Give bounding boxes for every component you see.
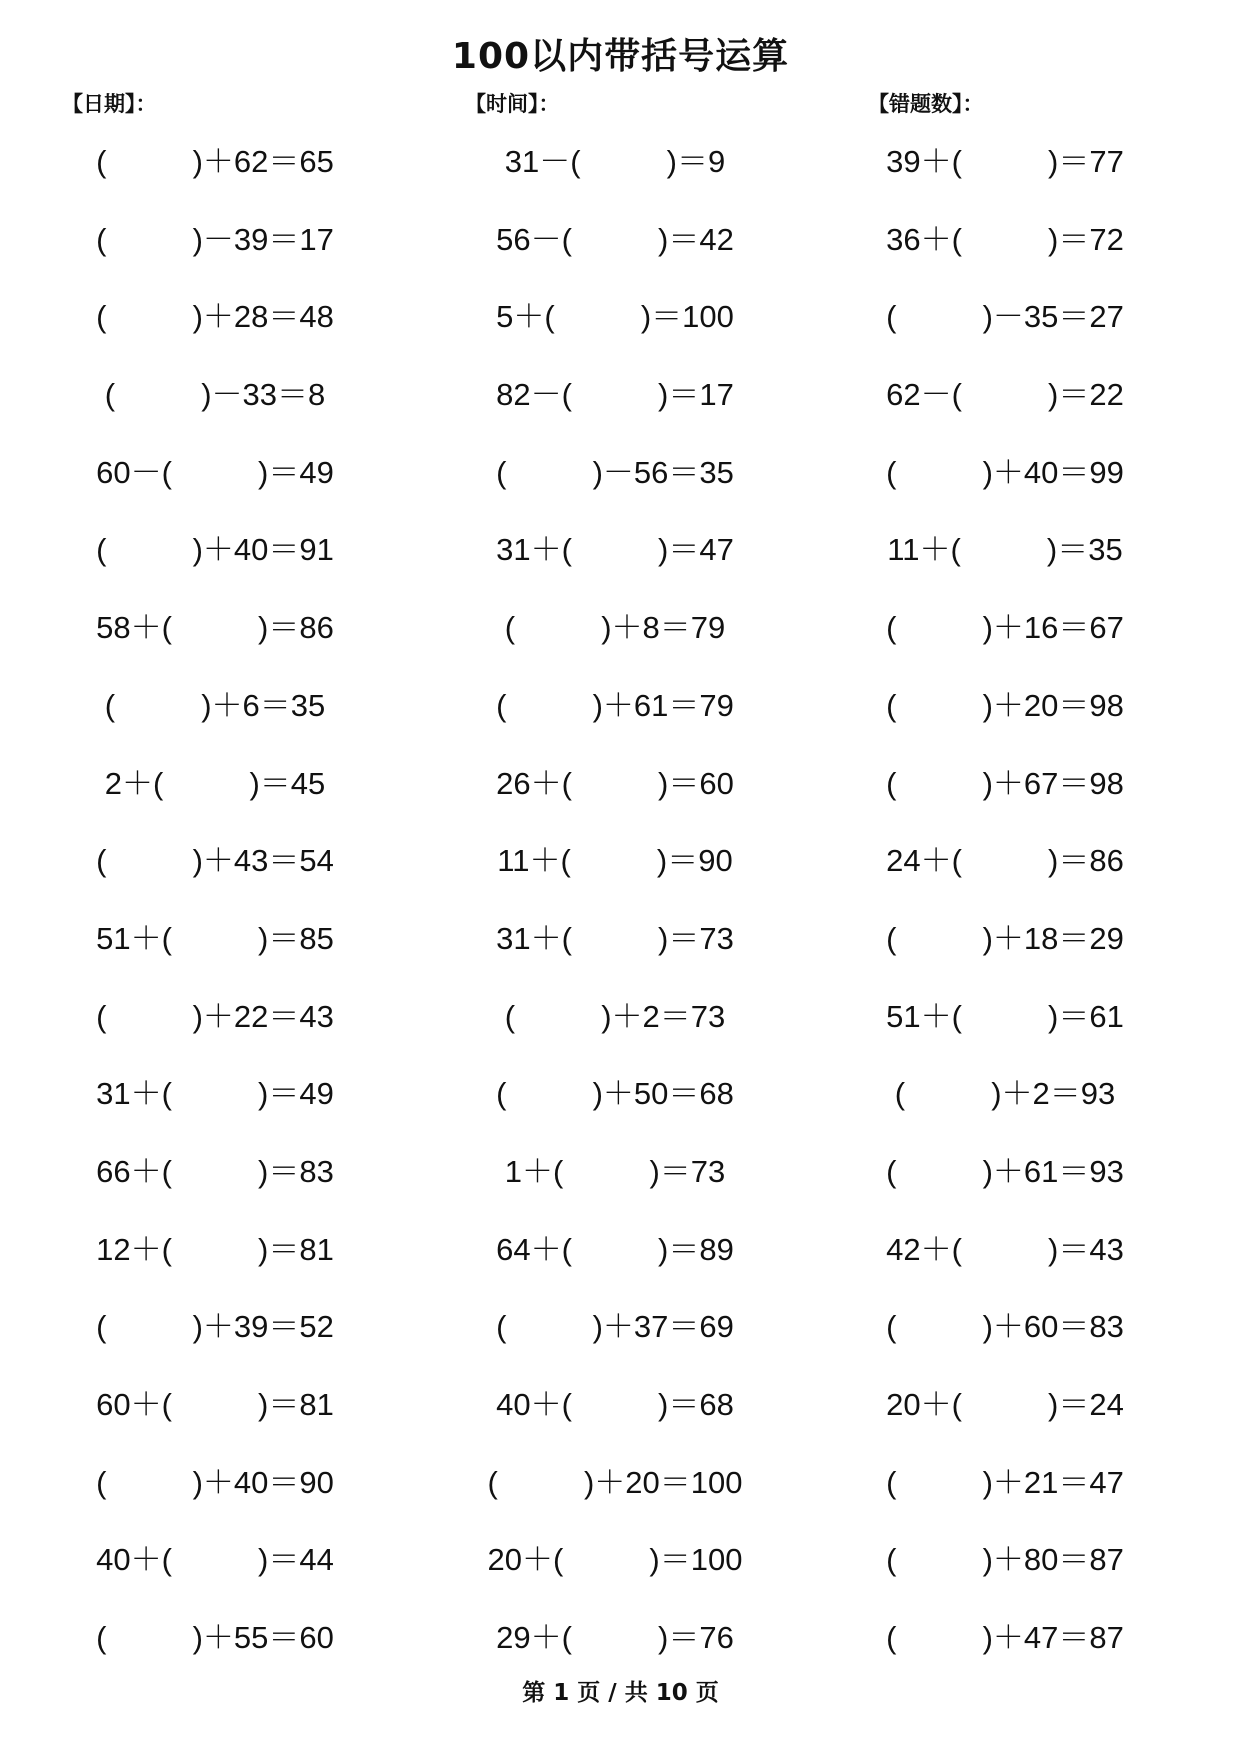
problem-row <box>0 429 1241 507</box>
math-problem: 40＋( )＝68 <box>496 1387 734 1422</box>
math-problem: 60－( )＝49 <box>96 454 334 490</box>
math-problem: ( )＋40＝91 <box>96 532 334 568</box>
math-problem: ( )＋18＝29 <box>886 920 1124 956</box>
problem-row <box>0 351 1241 429</box>
math-problem: 51＋( )＝85 <box>96 920 334 956</box>
math-problem: 29＋( )＝76 <box>496 1620 734 1656</box>
math-problem: ( )＋28＝48 <box>96 299 334 335</box>
math-problem: 11＋( )＝35 <box>887 532 1123 568</box>
math-problem: 66＋( )＝83 <box>96 1153 334 1189</box>
math-problem: 58＋( )＝86 <box>96 610 334 646</box>
problem-row <box>0 740 1241 818</box>
math-problem: ( )＋22＝43 <box>96 998 334 1034</box>
math-problem: ( )＋40＝90 <box>96 1464 334 1500</box>
math-problem: ( )＋2＝73 <box>504 998 726 1034</box>
math-problem: 42＋( )＝43 <box>886 1231 1124 1267</box>
problem-row <box>0 973 1241 1051</box>
math-problem: ( )＋39＝52 <box>96 1309 334 1345</box>
problem-row <box>0 817 1241 895</box>
math-problem: 20＋( )＝24 <box>886 1387 1124 1422</box>
math-problem: ( )＋47＝87 <box>886 1620 1124 1656</box>
math-problem: 12＋( )＝81 <box>96 1231 334 1267</box>
math-problem: 56－( )＝42 <box>496 221 734 257</box>
math-problem: ( )＋50＝68 <box>496 1076 734 1112</box>
time-label: 【时间】： <box>465 92 560 116</box>
math-problem: 31＋( )＝49 <box>96 1076 334 1112</box>
math-problem: ( )＋2＝93 <box>894 1076 1116 1112</box>
math-problem: 5＋( )＝100 <box>496 299 734 335</box>
problem-row <box>0 1594 1241 1672</box>
math-problem: 31－( )＝9 <box>504 144 726 179</box>
math-problem: ( )－39＝17 <box>96 221 334 257</box>
math-problem: 82－( )＝17 <box>496 377 734 413</box>
math-problem: ( )＋8＝79 <box>504 610 726 646</box>
problem-row <box>0 506 1241 584</box>
math-problem: 39＋( )＝77 <box>886 144 1124 179</box>
math-problem: 26＋( )＝60 <box>496 765 734 801</box>
math-problem: ( )＋61＝93 <box>886 1153 1124 1189</box>
math-problem: 24＋( )＝86 <box>886 843 1124 879</box>
page-title: 100以内带括号运算 <box>451 36 790 77</box>
problem-row <box>0 273 1241 351</box>
problem-row <box>0 1206 1241 1284</box>
math-problem: ( )＋20＝98 <box>886 687 1124 723</box>
math-problem: 64＋( )＝89 <box>496 1231 734 1267</box>
math-problem: 31＋( )＝73 <box>496 920 734 956</box>
math-problem: 60＋( )＝81 <box>96 1387 334 1422</box>
math-problem: ( )＋21＝47 <box>886 1464 1124 1500</box>
math-problem: 20＋( )＝100 <box>487 1542 743 1578</box>
math-problem: ( )＋20＝100 <box>487 1464 743 1500</box>
math-problem: 31＋( )＝47 <box>496 532 734 568</box>
problem-row <box>0 118 1241 196</box>
math-problem: ( )－35＝27 <box>886 299 1124 335</box>
math-problem: 11＋( )＝90 <box>497 843 733 879</box>
problem-row <box>0 1050 1241 1128</box>
math-problem: ( )＋6＝35 <box>104 687 326 723</box>
math-problem: ( )＋67＝98 <box>886 765 1124 801</box>
problem-row <box>0 1516 1241 1594</box>
math-problem: ( )＋55＝60 <box>96 1620 334 1656</box>
problem-row <box>0 1128 1241 1206</box>
math-problem: ( )－33＝8 <box>104 377 326 413</box>
date-label: 【日期】： <box>62 92 157 116</box>
problem-grid <box>0 118 1241 1672</box>
math-problem: 40＋( )＝44 <box>96 1542 334 1578</box>
math-problem: ( )＋37＝69 <box>496 1309 734 1345</box>
math-problem: 62－( )＝22 <box>886 377 1124 413</box>
problem-row <box>0 1283 1241 1361</box>
math-problem: 1＋( )＝73 <box>504 1153 726 1189</box>
math-problem: ( )＋62＝65 <box>96 144 334 179</box>
math-problem: ( )＋43＝54 <box>96 843 334 879</box>
problem-row <box>0 895 1241 973</box>
math-problem: ( )＋61＝79 <box>496 687 734 723</box>
math-problem: ( )＋60＝83 <box>886 1309 1124 1345</box>
problem-row <box>0 584 1241 662</box>
math-problem: ( )＋16＝67 <box>886 610 1124 646</box>
math-problem: ( )＋40＝99 <box>886 454 1124 490</box>
problem-row <box>0 662 1241 740</box>
math-problem: ( )－56＝35 <box>496 454 734 490</box>
math-problem: 2＋( )＝45 <box>104 765 326 801</box>
problem-row <box>0 1439 1241 1517</box>
errors-count-label: 【错题数】： <box>868 92 984 116</box>
problem-row <box>0 196 1241 274</box>
problem-row <box>0 1361 1241 1439</box>
math-problem: 36＋( )＝72 <box>886 221 1124 257</box>
math-problem: ( )＋80＝87 <box>886 1542 1124 1578</box>
page-footer: 第 1 页 / 共 10 页 <box>522 1680 719 1706</box>
math-problem: 51＋( )＝61 <box>886 998 1124 1034</box>
